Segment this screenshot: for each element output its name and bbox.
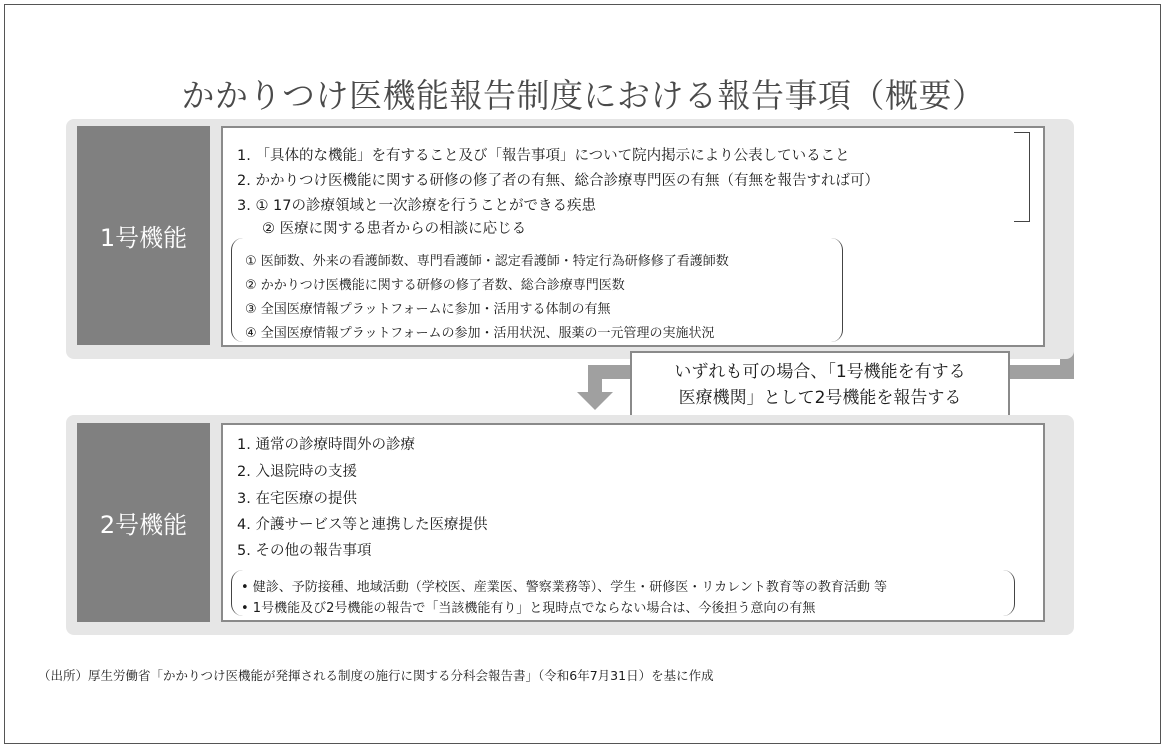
section2-subitem-1: • 健診、予防接種、地域活動（学校医、産業医、警察業務等）、学生・研修医・リカレント教育等の教育活動 等 [241,580,887,595]
section1-subitem-4: ④ 全国医療情報プラットフォームの参加・活用状況、服薬の一元管理の実施状況 [245,326,715,341]
section1-subitem-2: ② かかりつけ医機能に関する研修の修了者数、総合診療専門医数 [245,278,625,293]
source-footnote: （出所）厚生労働省「かかりつけ医機能が発揮される制度の施行に関する分科会報告書」（令和6年7月31日）を基に作成 [38,668,714,683]
section2-item-2: 2. 入退院時の支援 [237,464,357,480]
section1-label: 1号機能 [77,126,210,345]
section2-content [221,423,1045,622]
section2-item-1: 1. 通常の診療時間外の診療 [237,437,415,453]
section1-item-1: 1. 「具体的な機能」を有すること及び「報告事項」について院内掲示により公表していること [237,148,850,164]
section1-subitem-3: ③ 全国医療情報プラットフォームに参加・活用する体制の有無 [245,302,611,317]
callout-line-2: 医療機関」として2号機能を報告する [678,388,962,408]
down-arrow-icon [577,392,613,412]
callout-line-1: いずれも可の場合、「1号機能を有する [674,362,966,382]
section1-content [221,126,1045,347]
section2-label: 2号機能 [77,423,210,622]
section1-item-2: 2. かかりつけ医機能に関する研修の修了者の有無、総合診療専門医の有無（有無を報告すれば可） [237,173,879,189]
section1-item-3: 3. ① 17の診療領域と一次診療を行うことができる疾患 [237,198,597,214]
section1-items-bracket [1014,132,1030,222]
connector-down-stem [588,365,602,395]
section2-item-3: 3. 在宅医療の提供 [237,491,357,507]
page-title: かかりつけ医機能報告制度における報告事項（概要） [181,76,986,115]
section2-subitem-2: • 1号機能及び2号機能の報告で「当該機能有り」と現時点でならない場合は、今後担う意向の有無 [241,601,816,616]
section1-item-3-sub: ② 医療に関する患者からの相談に応じる [262,221,527,237]
section1-subitem-1: ① 医師数、外来の看護師数、専門看護師・認定看護師・特定行為研修修了看護師数 [245,254,729,269]
callout-box [630,351,1010,417]
section2-item-5: 5. その他の報告事項 [237,543,372,559]
section2-item-4: 4. 介護サービス等と連携した医療提供 [237,517,488,533]
